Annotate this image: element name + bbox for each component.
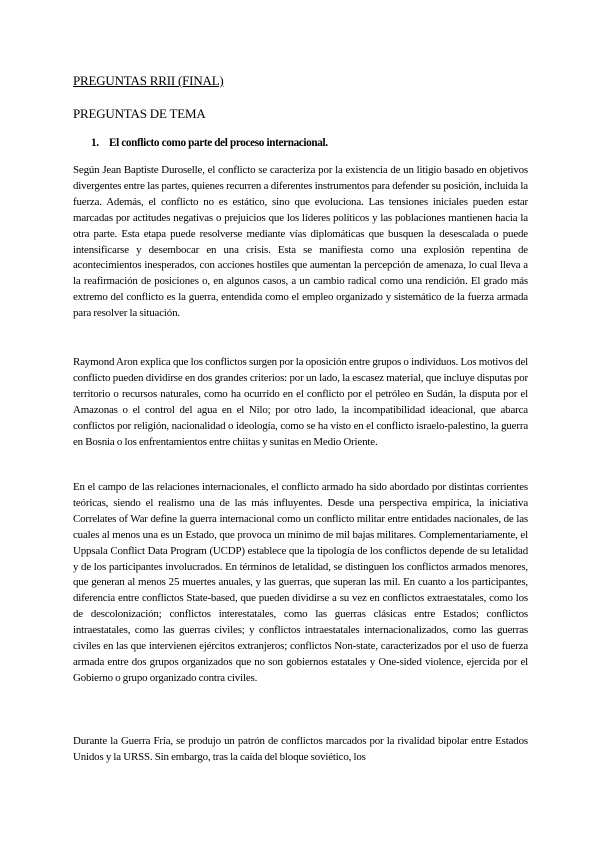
numbered-heading xyxy=(91,136,328,150)
paragraph-aron: Raymond Aron explica que los conflictos surgen por la oposición entre grupos o individuos. Los motivos del conflicto pueden dividirse en dos grandes criterios: por un lado, la escasez material, que incluye disputas por territorio o recursos naturales, como ha ocurrido en el conflicto por el petróleo en Sudán, la disputa por el Amazonas o el control del agua en el Nilo; por otro lado, la incompatibilidad ideacional, que abarca conflictos por religión, nacionalidad o ideología, como se ha visto en el conflicto israelo-palestino, la guerra en Bosnia o los enfrentamientos entre chiitas y sunitas en Medio Oriente. xyxy=(73,356,528,448)
heading-text: El conflicto como parte del proceso internacional. xyxy=(109,137,328,149)
heading-number: 1. xyxy=(91,137,99,149)
document-title: PREGUNTAS RRII (FINAL) xyxy=(73,73,224,88)
section-title: PREGUNTAS DE TEMA xyxy=(73,106,206,121)
paragraph-cold-war: Durante la Guerra Fría, se produjo un patrón de conflictos marcados por la rivalidad bipolar entre Estados Unidos y la URSS. Sin embargo, tras la caída del bloque soviético, los xyxy=(73,735,528,763)
paragraph-duroselle: Según Jean Baptiste Duroselle, el conflicto se caracteriza por la existencia de un litigio basado en objetivos divergentes entre las partes, quienes recurren a diferentes instrumentos para defender su posición, incluida la fuerza. Además, el conflicto no es estático, sino que evoluciona. Las tensiones iniciales pueden estar marcadas por actitudes negativas o prejuicios que los líderes políticos y las poblaciones mantienen hacia la otra parte. Esta etapa puede resolverse mediante vías diplomáticas que busquen la desescalada o puede intensificarse y desembocar en una crisis. Esta se manifiesta como una explosión repentina de acontecimientos inesperados, con acciones hostiles que aumentan la percepción de amenaza, lo cual lleva a la reafirmación de posiciones o, en algunos casos, a un cambio radical como una rendición. El grado más extremo del conflicto es la guerra, entendida como el empleo organizado y sistemático de la fuerza armada para resolver la situación. xyxy=(73,164,528,320)
paragraph-theories: En el campo de las relaciones internacionales, el conflicto armado ha sido abordado por distintas corrientes teóricas, siendo el realismo una de las más influyentes. Desde una perspectiva empírica, la iniciativa Correlates of War define la guerra internacional como un conflicto militar entre entidades nacionales, de las cuales al menos una es un Estado, que provoca un mínimo de mil bajas militares. Complementariamente, el Uppsala Conflict Data Program (UCDP) establece que la tipología de los conflictos depende de su letalidad y de los participantes involucrados. En términos de letalidad, se distinguen los conflictos armados menores, que generan al menos 25 muertes anuales, y las guerras, que superan las mil. En cuanto a los participantes, diferencia entre conflictos State-based, que pueden dividirse a su vez en conflictos extraestatales, como los de descolonización; conflictos interestatales, como las guerras clásicas entre Estados; conflictos intraestatales, como las guerras civiles; y conflictos intraestatales internacionalizados, como las guerras civiles en las que intervienen ejércitos extranjeros; conflictos Non-state, caracterizados por el uso de fuerza armada entre dos grupos organizados que no son gobiernos estatales y One-sided violence, ejercida por el Gobierno o grupo organizado contra civiles. xyxy=(73,481,528,684)
